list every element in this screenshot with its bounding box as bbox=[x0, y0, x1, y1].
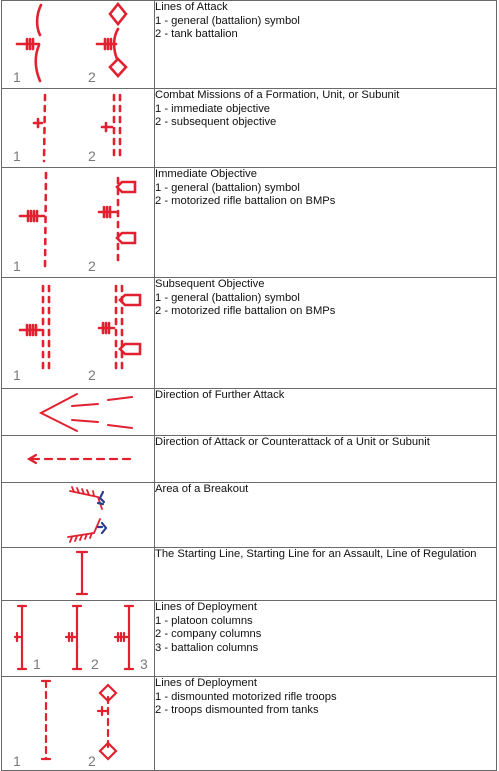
description-cell bbox=[155, 278, 497, 389]
row-title: Area of a Breakout bbox=[155, 483, 249, 495]
symbol-number: 1 bbox=[13, 69, 21, 85]
row-item: 1 - dismounted motorized rifle troops bbox=[155, 690, 337, 703]
row-item: 1 - platoon columns bbox=[155, 614, 253, 627]
symbol-number: 2 bbox=[88, 258, 96, 274]
further-attack-arrow-symbol bbox=[2, 389, 154, 435]
symbol-number: 1 bbox=[13, 367, 21, 383]
row-item: 1 - general (battalion) symbol bbox=[155, 181, 300, 194]
symbol-number: 2 bbox=[88, 69, 96, 85]
subsequent-objective-symbol bbox=[2, 278, 154, 388]
description-cell bbox=[155, 548, 497, 601]
symbol-number: 2 bbox=[88, 367, 96, 383]
deployment-lines-dismounted-symbol bbox=[2, 677, 154, 770]
symbol-cell bbox=[2, 89, 155, 168]
legend-row bbox=[2, 389, 497, 436]
symbol-cell bbox=[2, 677, 155, 771]
starting-line-symbol bbox=[2, 548, 154, 600]
row-item: 1 - immediate objective bbox=[155, 102, 271, 115]
description-cell bbox=[155, 483, 497, 548]
attack-direction-arrow-symbol bbox=[2, 436, 154, 482]
symbol-cell bbox=[2, 168, 155, 278]
symbol-number: 1 bbox=[33, 656, 41, 672]
row-item: 3 - battalion columns bbox=[155, 641, 259, 654]
symbol-number: 2 bbox=[91, 656, 99, 672]
legend-row bbox=[2, 89, 497, 168]
row-title: Subsequent Objective bbox=[155, 278, 265, 290]
symbol-number: 1 bbox=[13, 753, 21, 769]
row-item: 2 - tank battalion bbox=[155, 28, 238, 40]
symbol-cell bbox=[2, 389, 155, 436]
symbol-number: 1 bbox=[13, 258, 21, 274]
symbol-cell bbox=[2, 548, 155, 601]
legend-row bbox=[2, 168, 497, 278]
row-item: 2 - troops dismounted from tanks bbox=[155, 704, 319, 716]
row-item: 2 - subsequent objective bbox=[155, 116, 277, 128]
symbol-number: 3 bbox=[140, 656, 148, 672]
symbol-cell bbox=[2, 436, 155, 483]
legend-row bbox=[2, 436, 497, 483]
immediate-objective-symbol bbox=[2, 168, 154, 277]
legend-row bbox=[2, 548, 497, 601]
row-item: 1 - general (battalion) symbol bbox=[155, 291, 300, 304]
row-title: Direction of Further Attack bbox=[155, 389, 285, 401]
description-cell bbox=[155, 1, 497, 89]
row-title: Immediate Objective bbox=[155, 168, 257, 180]
legend-row bbox=[2, 677, 497, 771]
description-cell bbox=[155, 677, 497, 771]
description-cell bbox=[155, 601, 497, 677]
description-cell bbox=[155, 168, 497, 278]
deployment-lines-columns-symbol bbox=[2, 601, 154, 676]
description-cell bbox=[155, 436, 497, 483]
lines-of-attack-symbol bbox=[2, 1, 154, 88]
symbol-cell bbox=[2, 601, 155, 677]
legend-row bbox=[2, 278, 497, 389]
row-item: 2 - motorized rifle battalion on BMPs bbox=[155, 305, 336, 317]
description-cell bbox=[155, 89, 497, 168]
row-item: 2 - company columns bbox=[155, 628, 262, 640]
row-title: Lines of Deployment bbox=[155, 677, 257, 689]
legend-row bbox=[2, 1, 497, 89]
symbol-number: 1 bbox=[13, 148, 21, 164]
combat-missions-symbol bbox=[2, 89, 154, 167]
row-title: The Starting Line, Starting Line for an Assault, Line of Regulation bbox=[155, 548, 477, 560]
breakout-area-symbol bbox=[2, 483, 154, 547]
row-title: Combat Missions of a Formation, Unit, or Subunit bbox=[155, 89, 400, 101]
row-title: Lines of Deployment bbox=[155, 601, 257, 613]
legend-row bbox=[2, 601, 497, 677]
row-item: 2 - motorized rifle battalion on BMPs bbox=[155, 195, 336, 207]
symbol-legend-table bbox=[1, 0, 497, 771]
symbol-cell bbox=[2, 278, 155, 389]
row-title: Lines of Attack bbox=[155, 1, 228, 13]
symbol-number: 2 bbox=[88, 148, 96, 164]
row-item: 1 - general (battalion) symbol bbox=[155, 14, 300, 27]
symbol-cell bbox=[2, 483, 155, 548]
description-cell bbox=[155, 389, 497, 436]
symbol-cell bbox=[2, 1, 155, 89]
row-title: Direction of Attack or Counterattack of a Unit or Subunit bbox=[155, 436, 430, 448]
symbol-number: 2 bbox=[88, 753, 96, 769]
legend-row bbox=[2, 483, 497, 548]
